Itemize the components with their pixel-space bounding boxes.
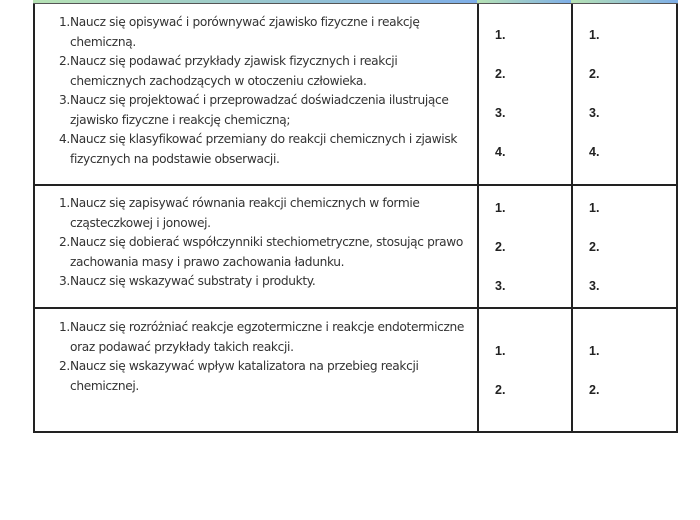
item-number: 3. (59, 93, 70, 107)
list-item (59, 130, 474, 169)
item-number: 1. (59, 15, 70, 29)
mark-number: 2. (589, 240, 600, 254)
item-number: 2. (59, 359, 70, 373)
list-item (59, 233, 474, 272)
item-number: 1. (59, 196, 70, 210)
assessment-cell-col3 (571, 309, 678, 431)
mark-number: 2. (495, 383, 506, 397)
mark-number: 3. (589, 279, 600, 293)
table-row (33, 186, 678, 309)
item-text: Naucz się wskazywać substraty i produkty. (70, 274, 316, 288)
table-row (33, 4, 678, 186)
mark-number: 2. (495, 240, 506, 254)
mark-number: 1. (495, 28, 506, 42)
goals-list (59, 13, 474, 169)
mark-number: 4. (589, 145, 600, 159)
mark-number: 2. (589, 383, 600, 397)
mark-number: 2. (495, 67, 506, 81)
mark-number: 4. (495, 145, 506, 159)
assessment-cell-col3 (571, 186, 678, 307)
item-text: Naucz się rozróżniać reakcje egzotermiczne i reakcje endotermiczne oraz podawać przykłady takich reakcji. (70, 320, 465, 354)
mark-number: 1. (589, 28, 600, 42)
assessment-cell-col2 (477, 309, 571, 431)
mark-number: 1. (589, 201, 600, 215)
goals-list (59, 194, 474, 292)
assessment-cell-col3 (571, 4, 678, 184)
item-number: 2. (59, 235, 70, 249)
mark-number: 3. (495, 279, 506, 293)
list-item (59, 194, 474, 233)
item-number: 3. (59, 274, 70, 288)
assessment-cell-col2 (477, 186, 571, 307)
item-text: Naucz się dobierać współczynniki stechiometryczne, stosując prawo zachowania masy i prawo zachowania ładunku. (70, 235, 464, 269)
item-text: Naucz się podawać przykłady zjawisk fizycznych i reakcji chemicznych zachodzących w otoczeniu człowieka. (70, 54, 398, 88)
item-text: Naucz się opisywać i porównywać zjawisko fizyczne i reakcję chemiczną. (70, 15, 420, 49)
item-text: Naucz się wskazywać wpływ katalizatora na przebieg reakcji chemicznej. (70, 359, 419, 393)
goals-cell (33, 309, 477, 431)
goals-cell (33, 186, 477, 307)
list-item (59, 318, 474, 357)
list-item (59, 272, 474, 292)
assessment-cell-col2 (477, 4, 571, 184)
mark-number: 1. (495, 344, 506, 358)
item-number: 1. (59, 320, 70, 334)
mark-number: 1. (495, 201, 506, 215)
mark-number: 3. (495, 106, 506, 120)
mark-number: 3. (589, 106, 600, 120)
table-row (33, 309, 678, 433)
item-text: Naucz się zapisywać równania reakcji chemicznych w formie cząsteczkowej i jonowej. (70, 196, 420, 230)
item-text: Naucz się klasyfikować przemiany do reakcji chemicznych i zjawisk fizycznych na podstawie obserwacji. (70, 132, 458, 166)
item-text: Naucz się projektować i przeprowadzać doświadczenia ilustrujące zjawisko fizyczne i reakcję chemiczną; (70, 93, 449, 127)
list-item (59, 13, 474, 52)
goals-cell (33, 4, 477, 184)
item-number: 4. (59, 132, 70, 146)
list-item (59, 52, 474, 91)
mark-number: 1. (589, 344, 600, 358)
item-number: 2. (59, 54, 70, 68)
list-item (59, 91, 474, 130)
mark-number: 2. (589, 67, 600, 81)
goals-list (59, 318, 474, 396)
list-item (59, 357, 474, 396)
